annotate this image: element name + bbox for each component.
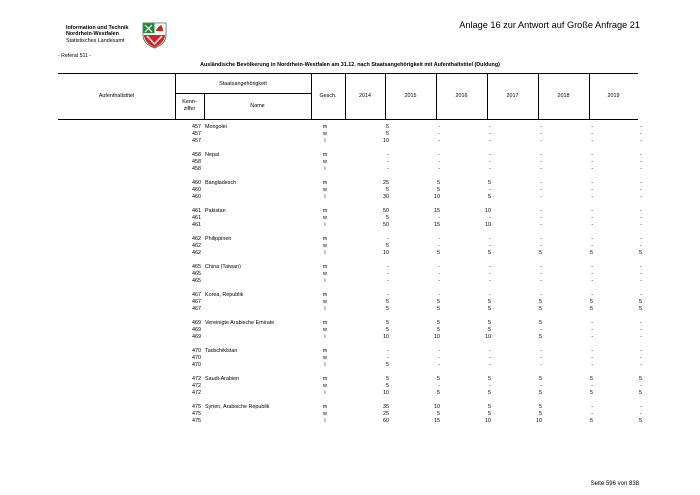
value-cell: - [640,383,642,389]
value-cell: - [489,124,491,130]
header-staatsangehoerigkeit: Staatsangehörigkeit [219,81,267,87]
sex-label: w [323,215,327,221]
value-cell: - [540,187,542,193]
value-cell: - [591,292,593,298]
country-name: Nepal [205,152,220,158]
sex-label: w [323,131,327,137]
value-cell: 5 [386,362,389,368]
country-code: 472 [192,390,201,396]
sex-label: i [324,362,326,368]
sex-label: m [322,152,328,158]
sex-label: m [322,180,328,186]
value-cell: - [540,383,542,389]
value-cell: - [489,159,491,165]
sex-label: m [322,404,328,410]
value-cell: - [640,362,642,368]
country-name: Saudi-Arabien [205,376,240,382]
value-cell: - [591,152,593,158]
value-cell: 5 [539,376,542,382]
value-cell: 5 [639,390,642,396]
country-name: Vereinigte Arabische Emirate [205,320,275,326]
value-cell: 5 [639,418,642,424]
value-cell: - [438,243,440,249]
sex-label: m [322,208,328,214]
sex-label: i [324,278,326,284]
value-cell: - [489,243,491,249]
header-kennziffer: Kenn- ziffer [182,99,197,112]
value-cell: - [540,208,542,214]
header-aufenthaltstitel: Aufenthaltstitel [98,93,135,99]
value-cell: - [489,152,491,158]
value-cell: - [591,243,593,249]
value-cell: - [387,278,389,284]
value-cell: 5 [488,376,491,382]
value-cell: - [591,180,593,186]
country-code: 475 [192,411,201,417]
country-code: 458 [192,166,201,172]
value-cell: - [540,264,542,270]
value-cell: - [540,124,542,130]
sex-label: m [322,264,328,270]
value-cell: 5 [539,299,542,305]
value-cell: - [640,131,642,137]
value-cell: - [640,187,642,193]
value-cell: 10 [485,208,491,214]
value-cell: - [591,138,593,144]
country-code: 457 [192,124,201,130]
value-cell: - [438,131,440,137]
value-cell: - [540,236,542,242]
value-cell: 5 [488,327,491,333]
value-cell: 5 [539,320,542,326]
value-cell: - [438,278,440,284]
value-cell: 5 [386,327,389,333]
value-cell: 5 [437,320,440,326]
value-cell: - [591,327,593,333]
value-cell: 5 [639,376,642,382]
value-cell: - [489,355,491,361]
sex-label: w [323,299,327,305]
value-cell: - [438,264,440,270]
value-cell: - [591,194,593,200]
value-cell: - [640,411,642,417]
country-code: 457 [192,138,201,144]
value-cell: - [640,180,642,186]
value-cell: - [540,180,542,186]
referat-label: - Referat 511 - [58,53,92,59]
header-year-2016: 2016 [455,93,468,99]
sex-label: m [322,348,328,354]
value-cell: - [438,215,440,221]
value-cell: 5 [488,194,491,200]
country-code: 475 [192,404,201,410]
value-cell: - [591,215,593,221]
sex-label: i [324,334,326,340]
value-cell: - [591,334,593,340]
sex-label: i [324,306,326,312]
value-cell: 5 [386,131,389,137]
value-cell: - [540,152,542,158]
value-cell: 10 [383,138,389,144]
sex-label: m [322,376,328,382]
header-year-2017: 2017 [506,93,519,99]
value-cell: 5 [488,299,491,305]
country-code: 458 [192,159,201,165]
value-cell: - [438,362,440,368]
value-cell: 50 [383,222,389,228]
value-cell: 5 [488,411,491,417]
sex-label: w [323,355,327,361]
value-cell: 10 [383,250,389,256]
value-cell: 5 [539,404,542,410]
value-cell: - [540,166,542,172]
value-cell: - [489,264,491,270]
value-cell: - [540,243,542,249]
value-cell: 5 [488,306,491,312]
value-cell: - [640,138,642,144]
country-name: Bangladesch [205,180,237,186]
value-cell: - [640,334,642,340]
value-cell: 5 [386,383,389,389]
value-cell: 5 [386,187,389,193]
value-cell: 10 [485,222,491,228]
table-title: Ausländische Bevölkerung in Nordrhein-Westfalen am 31.12. nach Staatsangehörigkeit mit Aufenthaltstitel (Duldung) [200,62,500,68]
country-code: 461 [192,222,201,228]
value-cell: - [387,348,389,354]
sex-label: m [322,292,328,298]
country-code: 457 [192,131,201,137]
sex-label: m [322,320,328,326]
country-name: Mongolei [205,124,227,130]
value-cell: - [489,278,491,284]
value-cell: - [489,362,491,368]
value-cell: 5 [590,418,593,424]
value-cell: - [640,278,642,284]
value-cell: - [540,362,542,368]
value-cell: - [540,348,542,354]
value-cell: - [438,355,440,361]
value-cell: 5 [386,243,389,249]
value-cell: 5 [386,299,389,305]
value-cell: - [540,131,542,137]
value-cell: - [640,264,642,270]
country-code: 467 [192,306,201,312]
value-cell: 5 [488,404,491,410]
value-cell: 60 [383,418,389,424]
value-cell: - [540,159,542,165]
value-cell: 10 [536,418,542,424]
value-cell: 5 [539,306,542,312]
value-cell: - [640,292,642,298]
value-cell: - [489,138,491,144]
header-year-2019: 2019 [607,93,620,99]
value-cell: 10 [434,194,440,200]
country-code: 461 [192,208,201,214]
value-cell: - [489,236,491,242]
value-cell: 15 [434,222,440,228]
value-cell: - [489,348,491,354]
org-state: Nordrhein-Westfalen [66,31,119,38]
page-number: Seite 596 von 838 [590,481,639,487]
value-cell: - [640,243,642,249]
value-cell: - [540,278,542,284]
value-cell: - [387,292,389,298]
value-cell: 10 [485,334,491,340]
country-code: 472 [192,376,201,382]
value-cell: 10 [383,334,389,340]
value-cell: - [489,271,491,277]
country-code: 467 [192,292,201,298]
value-cell: - [591,348,593,354]
country-code: 461 [192,215,201,221]
sex-label: i [324,138,326,144]
sex-label: w [323,411,327,417]
country-code: 462 [192,250,201,256]
country-code: 469 [192,334,201,340]
value-cell: - [640,271,642,277]
value-cell: 5 [639,250,642,256]
country-code: 472 [192,383,201,389]
value-cell: - [591,131,593,137]
sex-label: i [324,222,326,228]
value-cell: 35 [383,404,389,410]
value-cell: - [540,138,542,144]
value-cell: - [640,355,642,361]
value-cell: 10 [383,390,389,396]
country-code: 470 [192,348,201,354]
org-name: Information und Technik [66,25,129,31]
value-cell: - [438,348,440,354]
country-code: 469 [192,320,201,326]
country-code: 470 [192,362,201,368]
org-office: Statistisches Landesamt [66,37,125,44]
value-cell: - [640,152,642,158]
value-cell: 5 [539,334,542,340]
sex-label: m [322,124,328,130]
value-cell: 5 [488,320,491,326]
header-gesch: Gesch. [319,93,337,99]
value-cell: - [640,215,642,221]
value-cell: 5 [488,250,491,256]
value-cell: 5 [386,320,389,326]
country-name: Philippinen [205,236,232,242]
value-cell: - [438,236,440,242]
sex-label: i [324,166,326,172]
country-code: 458 [192,152,201,158]
country-code: 475 [192,418,201,424]
value-cell: 5 [590,299,593,305]
value-cell: - [640,320,642,326]
country-code: 460 [192,187,201,193]
sex-label: i [324,418,326,424]
value-cell: - [540,222,542,228]
value-cell: 5 [488,390,491,396]
value-cell: - [591,187,593,193]
country-code: 462 [192,236,201,242]
value-cell: - [438,383,440,389]
country-name: Tadschikistan [205,348,238,354]
value-cell: 5 [437,180,440,186]
value-cell: 5 [539,411,542,417]
value-cell: - [591,404,593,410]
value-cell: - [438,292,440,298]
value-cell: 5 [437,299,440,305]
value-cell: - [591,159,593,165]
value-cell: 15 [434,418,440,424]
value-cell: - [540,215,542,221]
country-code: 470 [192,355,201,361]
value-cell: 30 [383,194,389,200]
value-cell: - [489,292,491,298]
value-cell: - [591,208,593,214]
value-cell: - [591,278,593,284]
value-cell: - [591,271,593,277]
country-code: 465 [192,264,201,270]
sex-label: w [323,383,327,389]
value-cell: - [591,124,593,130]
country-code: 467 [192,299,201,305]
country-code: 465 [192,278,201,284]
sex-label: w [323,159,327,165]
value-cell: - [438,271,440,277]
header-year-2018: 2018 [557,93,570,99]
country-name: China (Taiwan) [205,264,241,270]
value-cell: - [640,404,642,410]
value-cell: 5 [488,180,491,186]
value-cell: - [640,166,642,172]
value-cell: - [438,166,440,172]
value-cell: - [387,152,389,158]
value-cell: - [591,166,593,172]
country-code: 460 [192,194,201,200]
value-cell: - [640,194,642,200]
value-cell: - [640,327,642,333]
value-cell: - [591,236,593,242]
value-cell: - [438,124,440,130]
value-cell: 5 [437,306,440,312]
value-cell: 5 [437,411,440,417]
country-name: Korea, Republik [205,292,244,298]
value-cell: - [438,159,440,165]
value-cell: - [387,264,389,270]
value-cell: - [591,411,593,417]
value-cell: - [640,124,642,130]
value-cell: 5 [590,306,593,312]
sex-label: i [324,390,326,396]
header-year-2015: 2015 [404,93,417,99]
value-cell: 5 [590,250,593,256]
sex-label: w [323,187,327,193]
value-cell: - [489,166,491,172]
value-cell: - [387,236,389,242]
sex-label: w [323,327,327,333]
value-cell: - [591,383,593,389]
value-cell: - [591,355,593,361]
country-code: 462 [192,243,201,249]
value-cell: 50 [383,208,389,214]
value-cell: 5 [590,376,593,382]
value-cell: 5 [437,390,440,396]
value-cell: 5 [386,124,389,130]
sex-label: w [323,243,327,249]
value-cell: - [438,138,440,144]
value-cell: - [640,222,642,228]
value-cell: - [489,131,491,137]
value-cell: 5 [437,327,440,333]
header-year-2014: 2014 [359,93,371,99]
country-code: 460 [192,180,201,186]
value-cell: - [640,208,642,214]
value-cell: - [591,264,593,270]
value-cell: - [387,166,389,172]
sex-label: i [324,194,326,200]
value-cell: 10 [434,404,440,410]
value-cell: - [640,159,642,165]
value-cell: 5 [437,376,440,382]
value-cell: - [489,187,491,193]
value-cell: - [640,236,642,242]
value-cell: - [387,355,389,361]
value-cell: - [591,320,593,326]
value-cell: - [591,362,593,368]
value-cell: - [540,292,542,298]
value-cell: 5 [386,376,389,382]
sex-label: w [323,271,327,277]
value-cell: - [540,327,542,333]
value-cell: 5 [590,390,593,396]
sex-label: m [322,236,328,242]
value-cell: 10 [485,418,491,424]
country-code: 469 [192,327,201,333]
value-cell: - [640,348,642,354]
value-cell: 5 [386,306,389,312]
value-cell: - [489,383,491,389]
value-cell: - [387,159,389,165]
country-code: 465 [192,271,201,277]
value-cell: 15 [434,208,440,214]
country-name: Syrien, Arabische Republik [205,404,270,410]
value-cell: 5 [639,299,642,305]
value-cell: 5 [437,187,440,193]
annex-title: Anlage 16 zur Antwort auf Große Anfrage 21 [459,20,640,30]
value-cell: - [438,152,440,158]
header-name: Name [250,103,265,109]
value-cell: 25 [383,180,389,186]
value-cell: - [540,355,542,361]
value-cell: - [489,215,491,221]
value-cell: 25 [383,411,389,417]
sex-label: i [324,250,326,256]
value-cell: - [591,222,593,228]
value-cell: - [540,194,542,200]
value-cell: 5 [639,306,642,312]
value-cell: 5 [539,390,542,396]
value-cell: 5 [539,250,542,256]
country-name: Pakistan [205,208,226,214]
value-cell: 5 [437,250,440,256]
value-cell: - [540,271,542,277]
value-cell: 5 [386,215,389,221]
value-cell: - [387,271,389,277]
value-cell: 10 [434,334,440,340]
